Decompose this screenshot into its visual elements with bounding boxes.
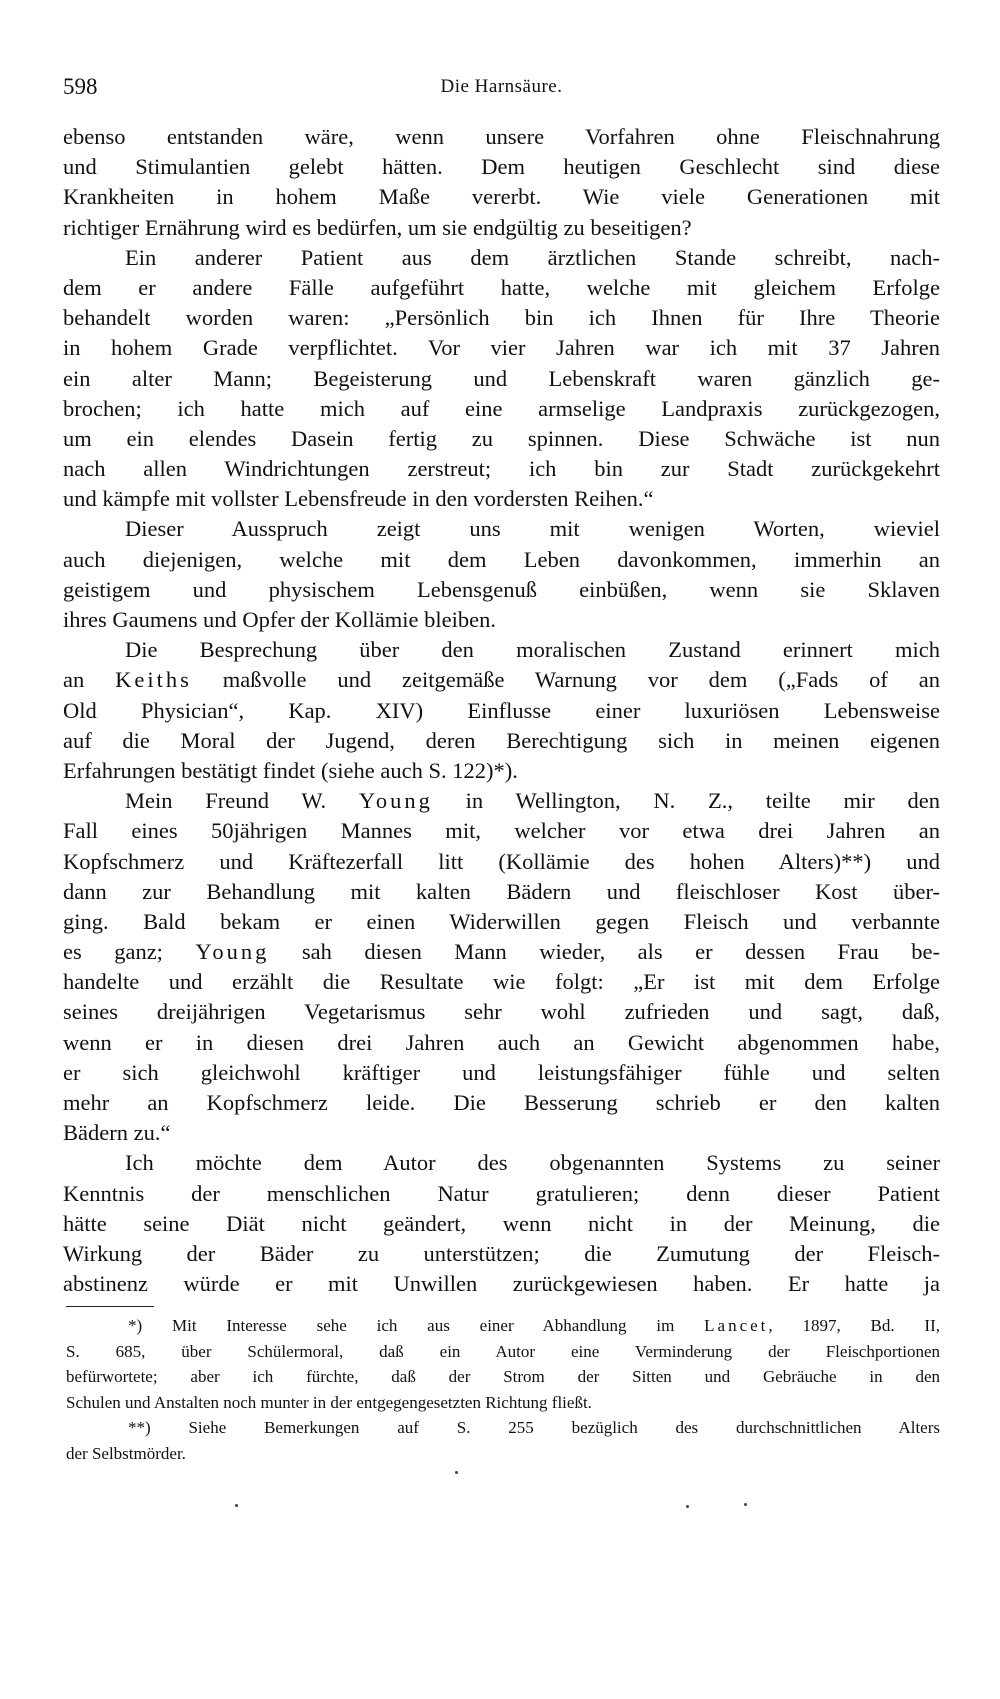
body-line: geistigem und physischem Lebensgenuß einbüßen, wenn sie Sklaven [63, 576, 940, 602]
body-line: Krankheiten in hohem Maße vererbt. Wie viele Generationen mit [63, 184, 940, 210]
footnotes [66, 1313, 940, 1467]
body-line: ebenso entstanden wäre, wenn unsere Vorfahren ohne Fleischnahrung [63, 124, 940, 149]
body-line: ihres Gaumens und Opfer der Kollämie bleiben. [63, 607, 496, 632]
body-line: ging. Bald bekam er einen Widerwillen gegen Fleisch und verbannte [63, 908, 940, 934]
footnote-line: **) Siehe Bemerkungen auf S. 255 bezüglich des durchschnittlichen Alters [128, 1418, 940, 1438]
body-line: dem er andere Fälle aufgeführt hatte, welche mit gleichem Erfolge [63, 274, 940, 300]
body-text [63, 122, 940, 1299]
scan-speck [455, 1471, 458, 1474]
body-line-segment: sah diesen Mann wieder, als er dessen Frau be- [269, 939, 941, 965]
footnote-line-segment: , 1897, Bd. II, [768, 1316, 940, 1335]
body-line: Wirkung der Bäder zu unterstützen; die Zumutung der Fleisch- [63, 1240, 940, 1266]
footnote-divider [66, 1306, 154, 1307]
body-line: Die Besprechung über den moralischen Zustand erinnert mich [125, 637, 940, 663]
footnote-line: der Selbstmörder. [66, 1443, 186, 1463]
body-line [63, 665, 940, 695]
body-line: in hohem Grade verpflichtet. Vor vier Jahren war ich mit 37 Jahren [63, 335, 940, 361]
running-title: Die Harnsäure. [440, 76, 563, 97]
body-line: um ein elendes Dasein fertig zu spinnen. Diese Schwäche ist nun [63, 425, 940, 451]
body-line: mehr an Kopfschmerz leide. Die Besserung schrieb er den kalten [63, 1090, 940, 1115]
body-line: Erfahrungen bestätigt findet (siehe auch S. 122)*). [63, 757, 518, 783]
body-line: wenn er in diesen drei Jahren auch an Gewicht abgenommen habe, [63, 1029, 940, 1055]
author-name-keith: Keiths [115, 667, 192, 693]
body-line: er sich gleichwohl kräftiger und leistungsfähiger fühle und selten [63, 1059, 940, 1085]
body-line: behandelt worden waren: „Persönlich bin ich Ihnen für Ihre Theorie [63, 305, 940, 331]
body-line: Fall eines 50jährigen Mannes mit, welcher vor etwa drei Jahren an [63, 818, 940, 844]
footnote-line: Schulen und Anstalten noch munter in der entgegengesetzten Richtung fließt. [66, 1392, 592, 1412]
body-line: richtiger Ernährung wird es bedürfen, um sie endgültig zu beseitigen? [63, 214, 692, 240]
footnote-line [66, 1313, 940, 1339]
page-number: 598 [63, 74, 98, 99]
body-line: seines dreijährigen Vegetarismus sehr wohl zufrieden und sagt, daß, [63, 999, 940, 1025]
scan-speck [235, 1504, 238, 1507]
scan-speck [744, 1503, 747, 1506]
body-line: Old Physician“, Kap. XIV) Einflusse einer luxuriösen Lebensweise [63, 697, 940, 723]
body-line-segment: in Wellington, N. Z., teilte mir den [432, 788, 940, 814]
body-line-segment: Mein Freund W. [125, 788, 359, 814]
author-name-young: Young [358, 788, 433, 814]
page-header [63, 74, 940, 104]
body-line: ein alter Mann; Begeisterung und Lebenskraft waren gänzlich ge- [63, 365, 940, 391]
body-line: Kopfschmerz und Kräftezerfall litt (Kollämie des hohen Alters)**) und [63, 848, 940, 874]
body-line: brochen; ich hatte mich auf eine armselige Landpraxis zurückgezogen, [63, 395, 940, 421]
body-line-segment: es ganz; [63, 939, 196, 965]
body-line: handelte und erzählt die Resultate wie folgt: „Er ist mit dem Erfolge [63, 969, 940, 995]
scan-speck [686, 1505, 689, 1508]
body-line: und Stimulantien gelebt hätten. Dem heutigen Geschlecht sind diese [63, 154, 940, 180]
body-line: auf die Moral der Jugend, deren Berechtigung sich in meinen eigenen [63, 727, 940, 753]
body-line: Bädern zu.“ [63, 1120, 171, 1146]
body-line [63, 786, 940, 816]
body-line: dann zur Behandlung mit kalten Bädern und fleischloser Kost über- [63, 878, 940, 904]
body-line: und kämpfe mit vollster Lebensfreude in den vordersten Reihen.“ [63, 486, 654, 512]
footnote-line-segment: *) Mit Interesse sehe ich aus einer Abhandlung im [128, 1316, 705, 1335]
footnote-line: S. 685, über Schülermoral, daß ein Autor eine Verminderung der Fleischportionen [66, 1341, 940, 1361]
body-line: abstinenz würde er mit Unwillen zurückgewiesen haben. Er hatte ja [63, 1271, 940, 1297]
body-line-segment: maßvolle und zeitgemäße Warnung vor dem („Fads of an [191, 667, 940, 693]
author-name-young: Young [195, 939, 270, 965]
body-line: nach allen Windrichtungen zerstreut; ich bin zur Stadt zurückgekehrt [63, 456, 940, 482]
footnote-line: befürwortete; aber ich fürchte, daß der Strom der Sitten und Gebräuche in den [66, 1367, 940, 1387]
body-line [63, 937, 940, 967]
body-line: hätte seine Diät nicht geändert, wenn nicht in der Meinung, die [63, 1210, 940, 1236]
body-line-segment: an [63, 667, 116, 693]
journal-name-lancet: Lancet [704, 1316, 769, 1335]
body-line: Kenntnis der menschlichen Natur gratulieren; denn dieser Patient [63, 1180, 940, 1206]
body-line: auch diejenigen, welche mit dem Leben davonkommen, immerhin an [63, 546, 940, 572]
body-line: Ich möchte dem Autor des obgenannten Systems zu seiner [125, 1150, 940, 1176]
body-line: Dieser Ausspruch zeigt uns mit wenigen Worten, wieviel [125, 516, 940, 542]
body-line: Ein anderer Patient aus dem ärztlichen Stande schreibt, nach- [125, 244, 940, 270]
